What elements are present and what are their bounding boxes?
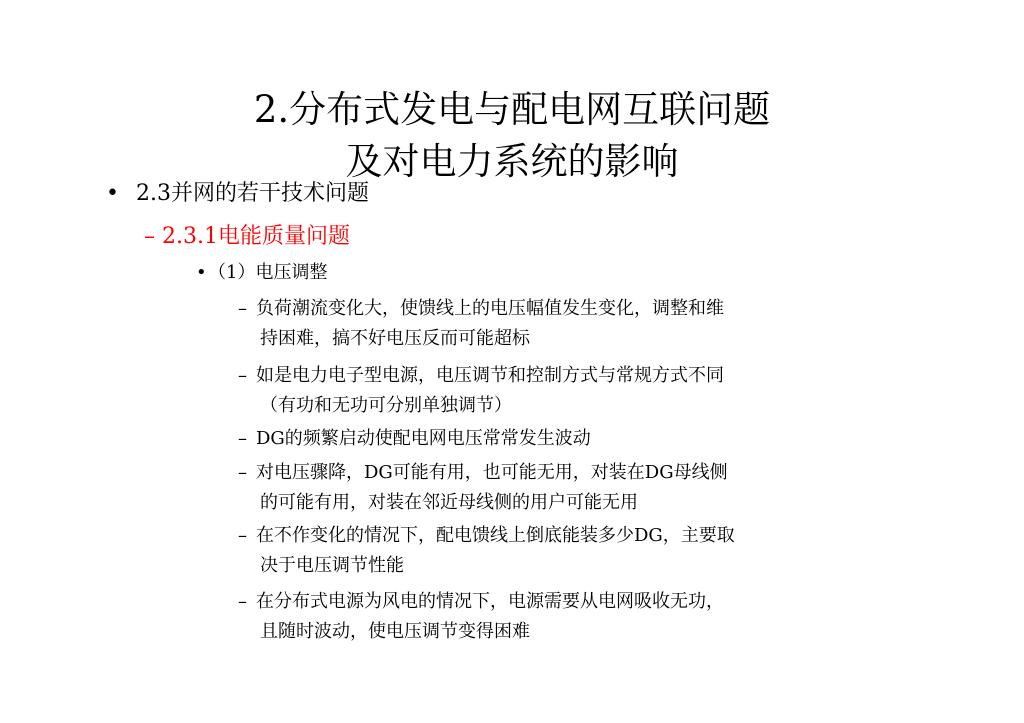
slide-title-line-2: 及对电力系统的影响 xyxy=(345,140,679,183)
slide-title xyxy=(0,84,1024,188)
list-item-line-1: 在不作变化的情况下，配电馈线上倒底能装多少DG，主要取 xyxy=(256,525,735,546)
list-item-line-2: 决于电压调节性能 xyxy=(260,555,404,576)
dash-icon: – xyxy=(238,591,247,612)
bullet-level2 xyxy=(144,220,350,254)
list-item-line-1: 对电压骤降，DG可能有用，也可能无用，对装在DG母线侧 xyxy=(256,462,728,483)
list-item xyxy=(238,424,591,454)
dash-icon: – xyxy=(238,525,247,546)
list-item xyxy=(238,521,735,581)
bullet-level2-text: – 2.3.1电能质量问题 xyxy=(144,224,350,249)
list-item-line-1: 在分布式电源为风电的情况下，电源需要从电网吸收无功， xyxy=(256,591,724,612)
list-item-line-1: 如是电力电子型电源，电压调节和控制方式与常规方式不同 xyxy=(256,365,724,386)
slide-title-line-1: 2.分布式发电与配电网互联问题 xyxy=(253,88,771,131)
bullet-level1-text: 2.3并网的若干技术问题 xyxy=(136,181,369,206)
bullet-level3 xyxy=(196,258,327,288)
list-item xyxy=(238,458,728,518)
list-item xyxy=(238,294,724,354)
bullet-dot-icon: • xyxy=(106,181,119,206)
dash-icon: – xyxy=(238,298,247,319)
list-item xyxy=(238,587,724,647)
list-item xyxy=(238,361,724,421)
bullet-dot-icon: • xyxy=(196,262,207,283)
dash-icon: – xyxy=(238,428,247,449)
list-item-line-2: 持困难，搞不好电压反而可能超标 xyxy=(260,328,530,349)
bullet-level1 xyxy=(106,177,369,211)
dash-icon: – xyxy=(238,462,247,483)
list-item-line-2: 的可能有用，对装在邻近母线侧的用户可能无用 xyxy=(260,492,638,513)
dash-icon: – xyxy=(238,365,247,386)
bullet-level3-text: （1）电压调整 xyxy=(208,262,328,283)
list-item-line-2: 且随时波动，使电压调节变得困难 xyxy=(260,621,530,642)
list-item-line-1: DG的频繁启动使配电网电压常常发生波动 xyxy=(256,428,591,449)
list-item-line-1: 负荷潮流变化大，使馈线上的电压幅值发生变化，调整和维 xyxy=(256,298,724,319)
list-item-line-2: （有功和无功可分别单独调节） xyxy=(260,395,512,416)
